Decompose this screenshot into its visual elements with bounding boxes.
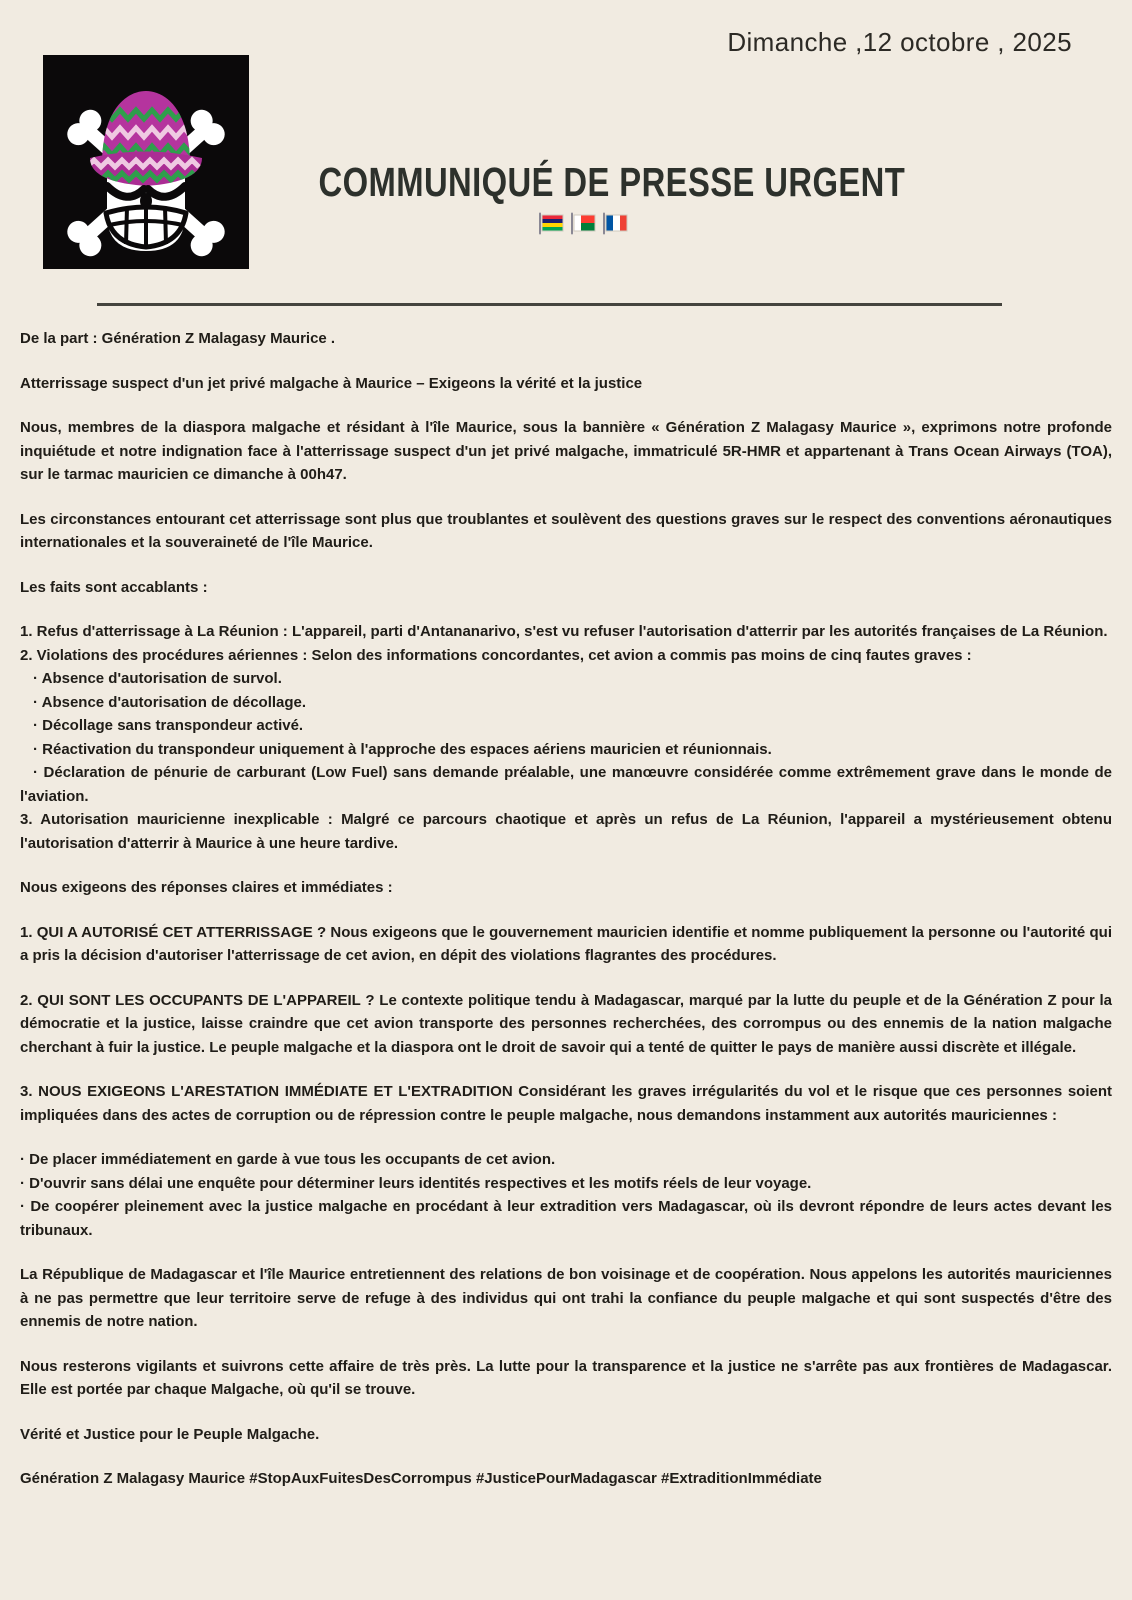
flag-mauritius-icon — [538, 211, 567, 236]
jolly-roger-logo — [43, 55, 249, 269]
facts-heading: Les faits sont accablants : — [20, 578, 208, 596]
fact-item-2: 2. Violations des procédures aériennes : Selon des informations concordantes, cet avion a commis pas moins de cinq fautes graves : — [20, 646, 972, 664]
fact-item-3: 3. Autorisation mauricienne inexplicable : Malgré ce parcours chaotique et après un refus de La Réunion, l'appareil a mystérieusement obtenu l'autorisation d'atterrir à Maurice à une heure tardive. — [20, 811, 1112, 852]
demand-1: 1. QUI A AUTORISÉ CET ATTERRISSAGE ? Nous exigeons que le gouvernement mauricien identifie et nomme publiquement la personne ou l'autorité qui a pris la décision d'autoriser l'atterrissage de cet avion, en dépit des violations flagrantes des procédures. — [20, 923, 1112, 964]
flag-madagascar-icon — [570, 211, 599, 236]
fact-item-1: 1. Refus d'atterrissage à La Réunion : L'appareil, parti d'Antananarivo, s'est vu refuser l'autorisation d'atterrir par les autorités françaises de La Réunion. — [20, 623, 1108, 640]
paragraph-signature: Génération Z Malagasy Maurice #StopAuxFuitesDesCorrompus #JusticePourMadagascar #ExtraditionImmédiate — [20, 1470, 822, 1487]
fact-bullet-5: · Déclaration de pénurie de carburant (Low Fuel) sans demande préalable, une manœuvre considérée comme extrêmement grave dans le monde de l'aviation. — [20, 764, 1112, 805]
demand-2: 2. QUI SONT LES OCCUPANTS DE L'APPAREIL ? Le contexte politique tendu à Madagascar, marqué par la lutte du peuple et de la Génération Z pour la démocratie et la justice, laisse craindre que cet avion transporte des personnes recherchées, des corrompus ou des ennemis de la nation malgache cherchant à fuir la justice. Le peuple malgache et la diaspora ont le droit de savoir qui a tenté de quitter le pays de manière aussi discrète et illégale. — [20, 991, 1112, 1056]
skull-crossbones-bucket-hat-icon — [43, 55, 249, 269]
action-bullet-3: · De coopérer pleinement avec la justice malgache en procédant à leur extradition vers Madagascar, où ils devront répondre de leurs actes devant les tribunaux. — [20, 1198, 1112, 1239]
paragraph-subject: Atterrissage suspect d'un jet privé malgache à Maurice – Exigeons la vérité et la justice — [20, 374, 643, 392]
actions-list — [20, 1148, 1112, 1242]
demands-heading: Nous exigeons des réponses claires et immédiates : — [20, 879, 393, 896]
demand-3: 3. NOUS EXIGEONS L'ARESTATION IMMÉDIATE ET L'EXTRADITION Considérant les graves irrégularités du vol et le risque que ces personnes soient impliquées dans des actes de corruption ou de répression contre le peuple malgache, nous demandons instamment aux autorités mauriciennes : — [20, 1083, 1112, 1124]
facts-list — [20, 620, 1112, 855]
flags-row — [252, 211, 917, 236]
paragraph-intro: Nous, membres de la diaspora malgache et résidant à l'île Maurice, sous la bannière « Génération Z Malagasy Maurice », exprimons notre profonde inquiétude et notre indignation face à l'atterrissage suspect d'un jet privé malgache, immatriculé 5R-HMR et appartenant à Trans Ocean Airways (TOA), sur le tarmac mauricien ce dimanche à 00h47. — [20, 419, 1112, 483]
masthead — [252, 160, 917, 236]
divider-line — [97, 303, 1002, 306]
fact-bullet-1: · Absence d'autorisation de survol. — [33, 670, 282, 687]
paragraph-vigilance: Nous resterons vigilants et suivrons cette affaire de très près. La lutte pour la transparence et la justice ne s'arrête pas aux frontières de Madagascar. Elle est portée par chaque Malgache, où qu'il se trouve. — [20, 1357, 1112, 1398]
action-bullet-1: · De placer immédiatement en garde à vue tous les occupants de cet avion. — [20, 1151, 556, 1168]
fact-bullet-3: · Décollage sans transpondeur activé. — [33, 717, 304, 734]
document-date: Dimanche ,12 octobre , 2025 — [727, 27, 1072, 57]
paragraph-sender: De la part : Génération Z Malagasy Maurice . — [20, 330, 336, 347]
flag-france-icon — [602, 211, 631, 236]
paragraph-motto: Vérité et Justice pour le Peuple Malgache. — [20, 1425, 320, 1443]
fact-bullet-2: · Absence d'autorisation de décollage. — [33, 693, 307, 711]
document-body — [20, 327, 1112, 1512]
paragraph-relations: La République de Madagascar et l'île Maurice entretiennent des relations de bon voisinage et de coopération. Nous appelons les autorités mauriciennes à ne pas permettre que leur territoire serve de refuge à des individus qui ont trahi la confiance du peuple malgache et qui sont suspectés d'être des ennemis de notre nation. — [20, 1266, 1112, 1330]
page-title: COMMUNIQUÉ DE PRESSE URGENT — [318, 159, 906, 205]
action-bullet-2: · D'ouvrir sans délai une enquête pour déterminer leurs identités respectives et les motifs réels de leur voyage. — [20, 1174, 812, 1192]
paragraph-circumstances: Les circonstances entourant cet atterrissage sont plus que troublantes et soulèvent des questions graves sur le respect des conventions aéronautiques internationales et la souveraineté de l'île Maurice. — [20, 510, 1112, 551]
fact-bullet-4: · Réactivation du transpondeur uniquement à l'approche des espaces aériens mauricien et réunionnais. — [33, 740, 772, 758]
